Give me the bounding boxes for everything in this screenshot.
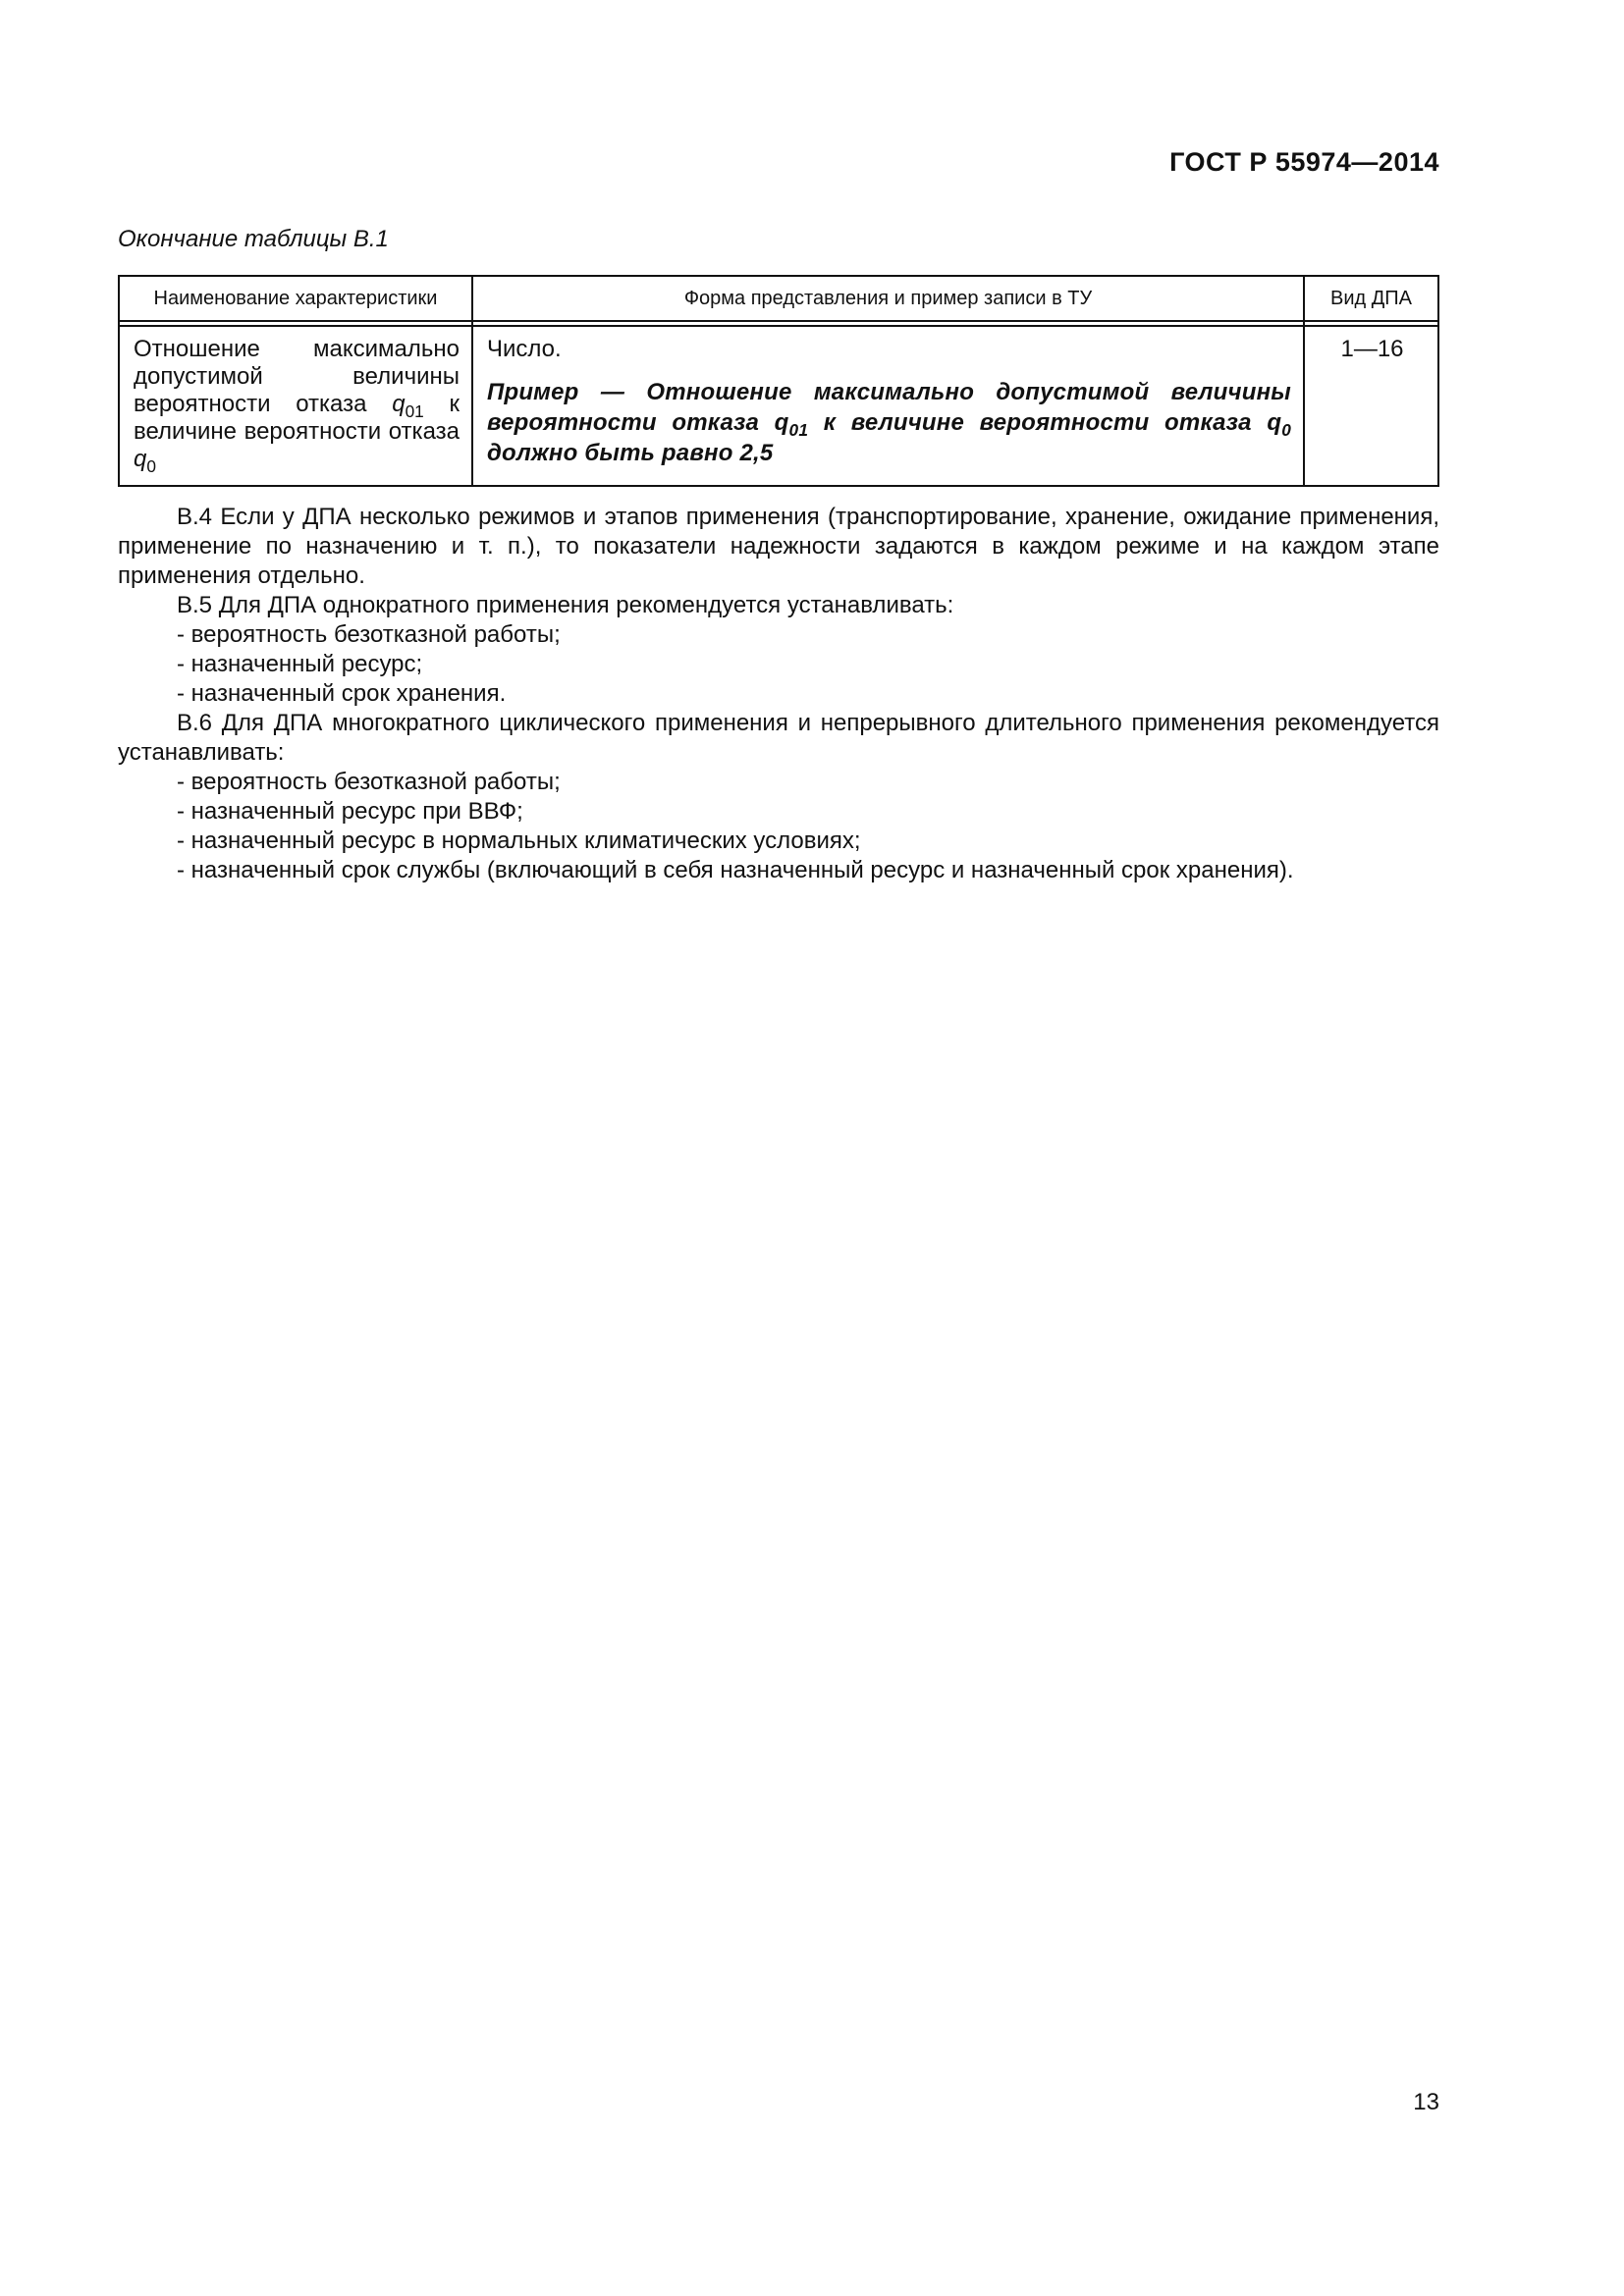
list-item: - назначенный срок службы (включающий в себя назначенный ресурс и назначенный срок хранения). [177, 857, 1294, 883]
characteristic-name-text: Отношение максимально допустимой величины вероятности отказа [134, 336, 460, 417]
characteristic-name-mid: к величине вероятности отказа [134, 391, 460, 445]
document-id: ГОСТ Р 55974—2014 [1169, 147, 1439, 177]
table-row [120, 322, 1437, 485]
characteristic-name-cell [120, 322, 473, 485]
list-item: - назначенный ресурс при ВВФ; [177, 798, 523, 825]
column-header-form: Форма представления и пример записи в ТУ [473, 277, 1305, 322]
form-lead: Число. [487, 336, 562, 362]
column-header-dpa-type: Вид ДПА [1305, 277, 1437, 322]
example-q0-variable: q [1267, 409, 1282, 436]
table-header-row [120, 277, 1437, 322]
body-text [118, 503, 1439, 885]
form-cell [473, 322, 1305, 485]
list-item: - назначенный ресурс в нормальных климатических условиях; [177, 828, 861, 854]
paragraph-b5-intro: В.5 Для ДПА однократного применения рекомендуется устанавливать: [177, 592, 954, 618]
list-item: - назначенный срок хранения. [177, 680, 507, 707]
spec-table [118, 275, 1439, 487]
q01-variable: q [392, 391, 406, 417]
table-caption: Окончание таблицы В.1 [118, 226, 389, 252]
q0-subscript: 0 [146, 456, 156, 477]
list-item: - вероятность безотказной работы; [177, 621, 561, 648]
column-header-name: Наименование характеристики [120, 277, 473, 322]
example-q01-variable: q [774, 409, 789, 436]
example-text-a: Пример — Отношение максимально допустимой величины вероятности отказа [487, 379, 1291, 436]
paragraph-b4: В.4 Если у ДПА несколько режимов и этапов применения (транспортирование, хранение, ожидание применения, применение по назначению и т. п.), то показатели надежности задаются в каждом режиме и на каждом этапе применения отдельно. [118, 504, 1439, 589]
list-item: - назначенный ресурс; [177, 651, 423, 677]
paragraph-b6-intro: В.6 Для ДПА многократного циклического применения и непрерывного длительного применения рекомендуется устанавливать: [118, 710, 1439, 766]
example-text-b: к величине вероятности отказа [808, 409, 1268, 436]
example-q01-subscript: 01 [788, 420, 809, 441]
example-q0-subscript: 0 [1281, 420, 1291, 441]
list-item: - вероятность безотказной работы; [177, 769, 561, 795]
example-text-c: должно быть равно 2,5 [487, 440, 774, 466]
q0-variable: q [134, 446, 147, 472]
q01-subscript: 01 [405, 401, 424, 422]
page-number: 13 [1413, 2089, 1439, 2115]
dpa-type-cell: 1—16 [1340, 336, 1404, 362]
example-note [487, 377, 1291, 468]
